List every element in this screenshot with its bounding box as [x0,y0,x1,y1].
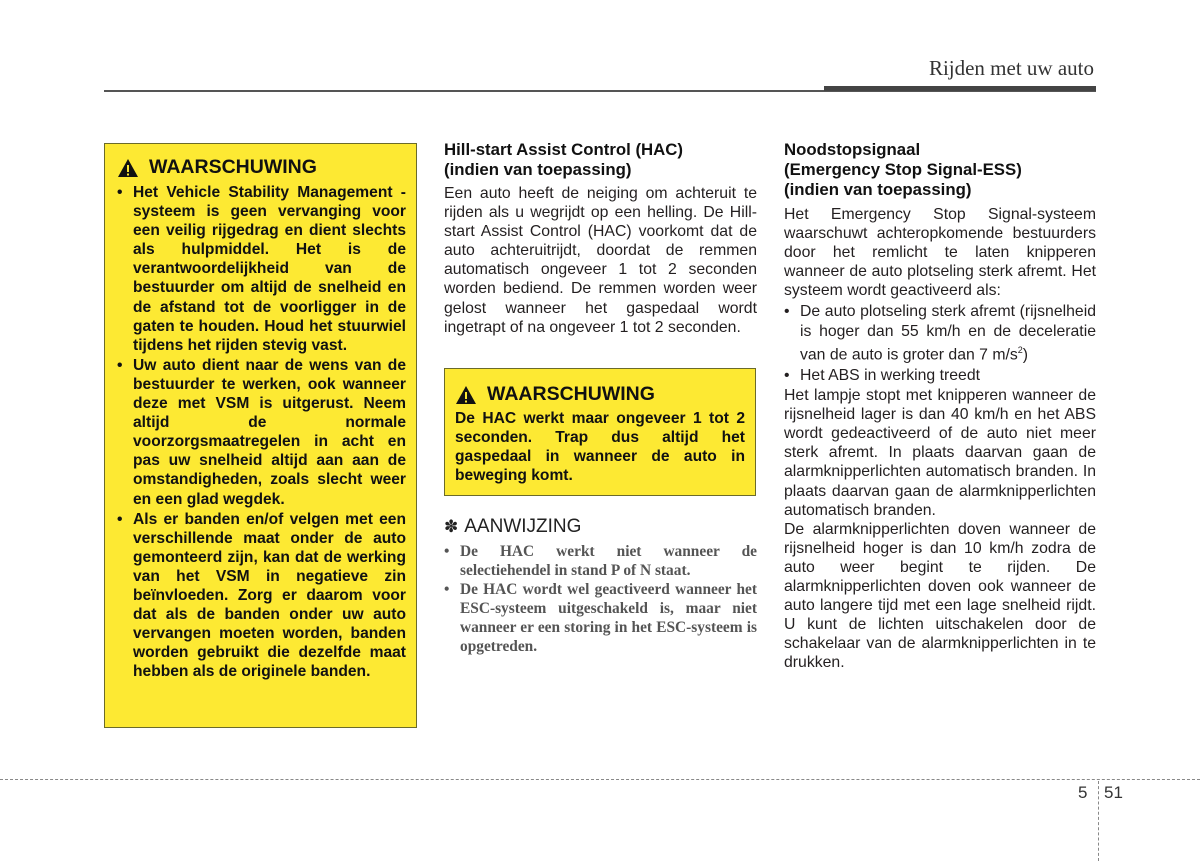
note-title: AANWIJZING [464,516,582,537]
hac-heading [444,140,759,180]
ess-condition-item [784,302,1096,364]
warning-title: WAARSCHUWING [149,156,317,178]
hac-paragraph: Een auto heeft de neiging om achteruit te rijden als u wegrijdt op een helling. De Hill-start Assist Control (HAC) voorkomt dat de auto achteruitrijdt, doordat de remmen automatisch ongeveer 1 tot 2 seconden worden bediend. De remmen worden weer gelost wanneer het gaspedaal wordt ingetrapt of na ongeveer 1 tot 2 seconden. [444,185,757,336]
warning-box-hac [444,368,756,496]
running-header: Rijden met uw auto [928,56,1094,80]
note-heading [444,516,581,538]
ess-paragraph: De alarmknipperlichten doven wanneer de rijsnelheid hoger is dan 10 km/h zodra de auto weer begint te rijden. De alarmknipperlichten doven ook wanneer de auto langere tijd met een lage snelheid rijdt. U kunt de lichten uitschakelen door de schakelaar van de alarmknipperlichten in te drukken. [784,520,1096,672]
ess-body [784,205,1096,673]
hac-heading-line: (indien van toepassing) [444,160,632,179]
hac-body [444,184,757,337]
warning-item: • Uw auto dient naar de wens van de bestuurder te werken, ook wanneer deze met VSM is uitgerust. Neem altijd de normale voorzorgsmaatregelen in acht en pas uw snelheid altijd aan aan de omstandigheden, zoals slecht weer en een glad wegdek. [117,356,406,509]
page-number: 51 [1104,783,1123,802]
ess-conditions-list [784,302,1096,385]
warning-triangle-icon [117,158,139,178]
ess-condition-item: • Het ABS in werking treedt [784,366,1096,385]
chapter-number: 5 [1078,783,1088,802]
warning-heading [455,383,745,406]
ess-intro: Het Emergency Stop Signal-systeem waarschuwt achteropkomende bestuurders door het remlicht te laten knipperen wanneer de auto plotseling sterk afremt. Het systeem wordt geactiveerd als: [784,206,1096,300]
warning-title: WAARSCHUWING [487,383,655,405]
ess-heading-line: Noodstopsignaal [784,140,921,159]
note-item: • De HAC wordt wel geactiveerd wanneer het ESC-systeem uitgeschakeld is, maar niet wanneer er een storing in het ESC-systeem is opgetreden. [444,580,757,656]
header-rule-accent [824,86,1096,91]
ess-condition-close: ) [1022,345,1029,363]
note-item: • De HAC werkt niet wanneer de selectiehendel in stand P of N staat. [444,542,757,580]
warning-list [117,183,406,681]
footer-divider [0,779,1200,780]
warning-item: • Het Vehicle Stability Management -systeem is geen vervanging voor een veilig rijgedrag en dient slechts als hulpmiddel. Het is de verantwoordelijkheid van de bestuurder om altijd de snelheid en de afstand tot de voorligger in de gaten te houden. Houd het stuurwiel tijdens het rijden stevig vast. [117,183,406,355]
ess-heading-line: (Emergency Stop Signal-ESS) [784,160,1022,179]
ess-heading-line: (indien van toepassing) [784,180,972,199]
ess-condition-text: De auto plotseling sterk afremt (rijsnelheid is hoger dan 55 km/h en de deceleratie van de auto is groter dan 7 m/s [800,303,1096,363]
ess-heading [784,140,1099,200]
warning-box-vsm [104,143,417,728]
warning-item: • Als er banden en/of velgen met een verschillende maat onder de auto gemonteerd zijn, kan dat de werking van het VSM in negatieve zin beïnvloeden. Zorg er daarom voor dat als de banden onder uw auto vervangen moeten worden, banden worden gebruikt die dezelfde maat hebben als de originele banden. [117,510,406,682]
note-star-icon: ✽ [444,517,459,536]
ess-paragraph: Het lampje stopt met knipperen wanneer de rijsnelheid lager is dan 40 km/h en het ABS wordt gedeactiveerd of de auto niet meer sterk afremt. In plaats daarvan gaan de alarmknipperlichten automatisch branden. In plaats daarvan gaan de alarmknipperlichten automatisch branden. [784,387,1096,519]
warning-text: De HAC werkt maar ongeveer 1 tot 2 seconden. Trap dus altijd het gaspedaal in wanneer de auto in beweging komt. [455,410,745,485]
warning-heading [117,156,406,179]
note-list [444,542,757,656]
warning-triangle-icon [455,385,477,405]
ess-condition-superscript: 2 [1017,344,1023,355]
hac-heading-line: Hill-start Assist Control (HAC) [444,140,683,159]
footer-vertical-divider [1098,781,1099,861]
